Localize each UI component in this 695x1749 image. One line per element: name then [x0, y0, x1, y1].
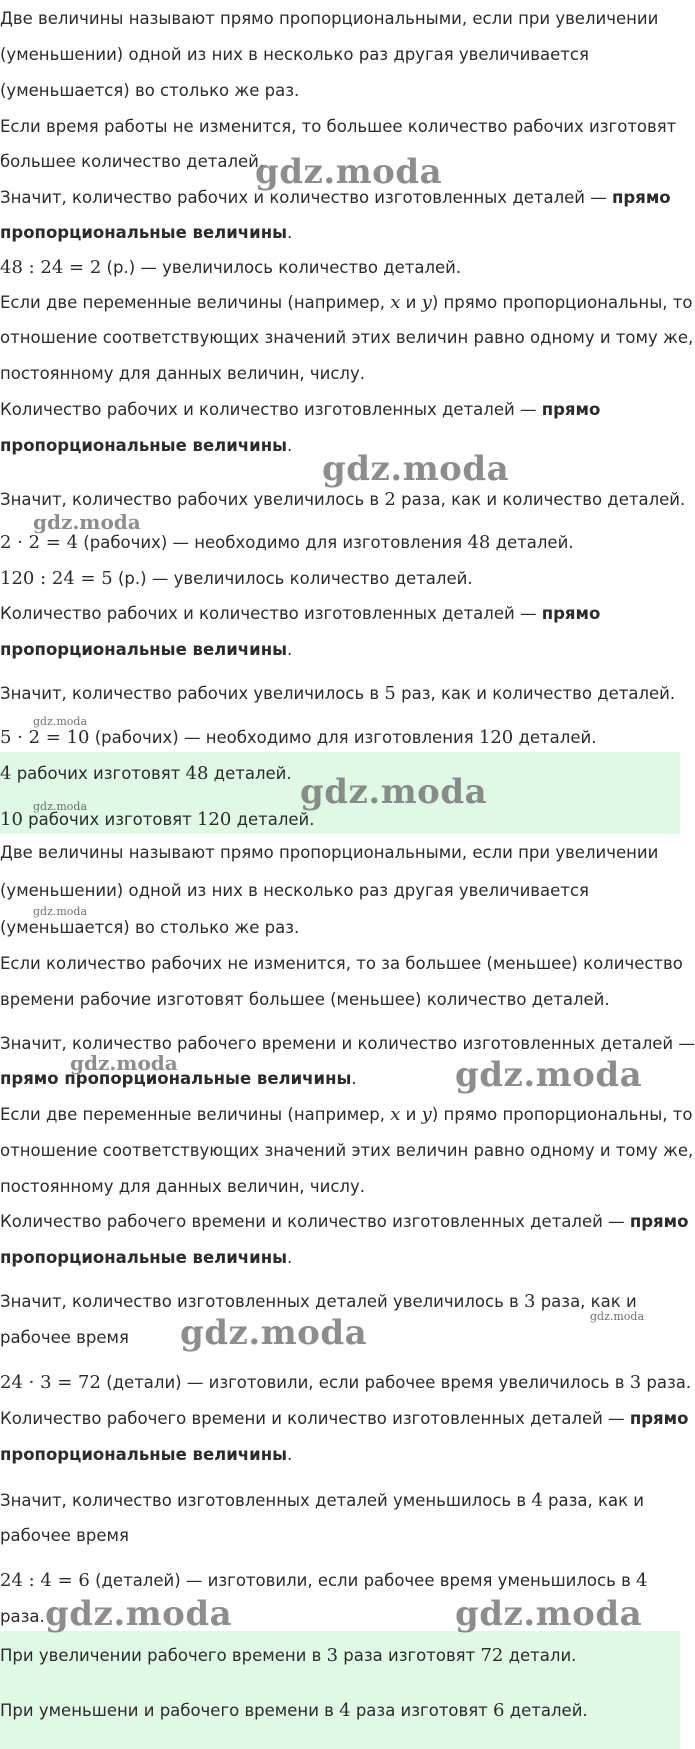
text-line: времени рабочие изготовят большее (меньшее) количество деталей. — [0, 990, 610, 1009]
text-line: постоянному для данных величин, числу. — [0, 364, 365, 383]
text-span: . — [287, 1445, 293, 1464]
math-number: 10 — [0, 809, 23, 830]
text-line — [0, 1490, 644, 1512]
text-line — [0, 1247, 292, 1269]
text-line — [0, 1068, 357, 1090]
text-span: . — [287, 223, 293, 242]
text-line — [0, 639, 292, 661]
text-span: детали. — [503, 1646, 577, 1665]
text-span: Значит, количество рабочих увеличилось в — [0, 684, 385, 703]
text-span: Значит, количество изготовленных деталей увеличилось в — [0, 1292, 525, 1311]
math-number: 6 — [493, 1700, 505, 1721]
math-line — [0, 1570, 648, 1592]
bold-term: прямо — [541, 604, 601, 623]
text-span: . — [287, 436, 293, 455]
text-line — [0, 603, 600, 625]
text-span: . — [287, 640, 293, 659]
math-var: x — [390, 292, 401, 313]
text-line: большее количество деталей. — [0, 152, 265, 171]
text-span: Значит, количество изготовленных деталей уменьшилось в — [0, 1491, 532, 1510]
text-span: (р.) — увеличилось количество деталей. — [101, 258, 462, 277]
text-span: рабочих изготовят — [22, 810, 197, 829]
math-expression: 24 : 4 = 6 — [0, 1570, 90, 1591]
text-line — [0, 1408, 688, 1430]
watermark: gdz.moda — [255, 152, 443, 192]
watermark: gdz.moda — [70, 1051, 178, 1075]
text-span: деталей. — [504, 1701, 588, 1720]
math-number: 4 — [339, 1700, 351, 1721]
text-span: (рабочих) — необходимо для изготовления — [89, 728, 479, 747]
text-line: рабочее время — [0, 1526, 129, 1545]
answer-line — [0, 1645, 576, 1667]
math-number: 4 — [636, 1570, 648, 1591]
text-line: отношение соответствующих значений этих величин равно одному и тому же, — [0, 1141, 694, 1160]
text-line: Две величины называют прямо пропорциональными, если при увеличении — [0, 843, 659, 862]
watermark: gdz.moda — [33, 905, 88, 918]
text-span: Значит, количество рабочих увеличилось в — [0, 490, 385, 509]
math-var: y — [421, 1104, 432, 1125]
text-span: (рабочих) — необходимо для изготовления — [78, 533, 468, 552]
math-line — [0, 1372, 691, 1394]
text-span: ) прямо пропорциональны, то — [431, 1105, 693, 1124]
text-line — [0, 399, 600, 421]
math-expression: 120 : 24 = 5 — [0, 568, 113, 589]
text-line — [0, 683, 675, 705]
text-span: Количество рабочих и количество изготовленных деталей — — [0, 400, 542, 419]
text-span: При уменьшени и рабочего времени в — [0, 1701, 340, 1720]
text-line — [0, 1444, 292, 1466]
bold-term: пропорциональные величины — [0, 436, 288, 455]
bold-term: прямо — [612, 188, 671, 207]
text-span: При увеличении рабочего времени в — [0, 1646, 327, 1665]
math-expression: 5 · 2 = 10 — [0, 727, 90, 748]
math-var: y — [421, 292, 432, 313]
math-number: 5 — [384, 683, 396, 704]
text-line — [0, 222, 292, 244]
bold-term: прямо пропорциональные величины — [0, 1069, 352, 1088]
watermark: gdz.moda — [455, 1055, 643, 1095]
text-span: раза, как и — [535, 1292, 637, 1311]
math-number: 120 — [196, 809, 232, 830]
text-line: рабочее время — [0, 1328, 129, 1347]
text-line: отношение соответствующих значений этих величин равно одному и тому же, — [0, 328, 694, 347]
text-line — [0, 435, 292, 457]
text-span: (деталей) — изготовили, если рабочее время уменьшилось в — [89, 1571, 637, 1590]
text-span: (р.) — увеличилось количество деталей. — [112, 569, 473, 588]
math-number: 3 — [629, 1372, 642, 1393]
text-span: Если две переменные величины (например, — [0, 293, 391, 312]
watermark: gdz.moda — [322, 449, 510, 489]
bold-term: пропорциональные величины — [0, 640, 288, 659]
text-line — [0, 489, 685, 511]
math-line — [0, 257, 461, 279]
text-span: (детали) — изготовили, если рабочее время увеличилось в — [100, 1373, 630, 1392]
text-line: Две величины называют прямо пропорциональными, если при увеличении — [0, 9, 659, 28]
math-expression: 2 · 2 = 4 — [0, 532, 79, 553]
text-span: Значит, количество рабочих и количество изготовленных деталей — — [0, 188, 613, 207]
math-expression: 48 : 24 = 2 — [0, 257, 102, 278]
math-line — [0, 532, 574, 554]
text-span: . — [287, 1248, 293, 1267]
text-span: Количество рабочих и количество изготовленных деталей — — [0, 604, 542, 623]
math-number: 4 — [531, 1490, 543, 1511]
math-number: 4 — [0, 763, 12, 784]
text-line: Если количество рабочих не изменится, то за большее (меньшее) количество — [0, 954, 683, 973]
text-span: раза. — [641, 1373, 692, 1392]
math-number: 48 — [467, 532, 491, 553]
watermark: gdz.moda — [33, 510, 141, 534]
text-line: Если время работы не изменится, то большее количество рабочих изготовят — [0, 117, 677, 136]
bold-term: прямо — [541, 400, 601, 419]
text-span: деталей. — [231, 810, 315, 829]
text-span: Количество рабочего времени и количество изготовленных деталей — — [0, 1212, 630, 1231]
answer-line — [0, 763, 292, 785]
text-span: рабочих изготовят — [11, 764, 186, 783]
text-line — [0, 292, 692, 314]
text-line — [0, 1291, 637, 1313]
bold-term: пропорциональные величины — [0, 223, 288, 242]
text-span: раз, как и количество деталей. — [395, 684, 676, 703]
math-var: x — [390, 1104, 401, 1125]
watermark: gdz.moda — [45, 1594, 233, 1634]
text-span: ) прямо пропорциональны, то — [431, 293, 693, 312]
text-span: деталей. — [490, 533, 574, 552]
text-span: раза изготовят — [350, 1701, 494, 1720]
text-span: раза, как и количество деталей. — [395, 490, 686, 509]
text-span: деталей. — [208, 764, 292, 783]
bold-term: прямо — [629, 1212, 689, 1231]
text-span: и — [400, 1105, 422, 1124]
math-number: 3 — [524, 1291, 536, 1312]
math-number: 120 — [478, 727, 514, 748]
text-span: деталей. — [513, 728, 597, 747]
watermark: gdz.moda — [33, 715, 88, 728]
bold-term: пропорциональные величины — [0, 1445, 288, 1464]
text-line: Значит, количество рабочего времени и количество изготовленных деталей — — [0, 1034, 695, 1053]
watermark: gdz.moda — [455, 1594, 643, 1634]
text-line — [0, 1211, 688, 1233]
text-line: (уменьшении) одной из них в несколько раз другая увеличивается — [0, 45, 589, 64]
text-line: (уменьшении) одной из них в несколько раз другая увеличивается — [0, 881, 589, 900]
math-number: 2 — [384, 489, 396, 510]
math-number: 72 — [480, 1645, 504, 1666]
text-line: (уменьшается) во столько же раз. — [0, 918, 300, 937]
math-expression: 24 · 3 = 72 — [0, 1372, 101, 1393]
math-line — [0, 727, 596, 749]
text-line — [0, 1104, 692, 1126]
text-span: Количество рабочего времени и количество изготовленных деталей — — [0, 1409, 630, 1428]
watermark: gdz.moda — [33, 800, 88, 813]
bold-term: пропорциональные величины — [0, 1248, 288, 1267]
text-span: . — [351, 1069, 357, 1088]
text-span: Если две переменные величины (например, — [0, 1105, 391, 1124]
text-line: (уменьшается) во столько же раз. — [0, 81, 300, 100]
bold-term: прямо — [629, 1409, 689, 1428]
answer-line — [0, 1700, 588, 1722]
text-span: и — [400, 293, 422, 312]
text-span: раза изготовят — [338, 1646, 481, 1665]
text-line: раза. — [0, 1607, 45, 1626]
watermark: gdz.moda — [300, 772, 488, 812]
math-number: 3 — [326, 1645, 339, 1666]
watermark: gdz.moda — [180, 1313, 368, 1353]
text-line: постоянному для данных величин, числу. — [0, 1177, 365, 1196]
text-span: раза, как и — [542, 1491, 644, 1510]
math-number: 48 — [185, 763, 209, 784]
math-line — [0, 568, 473, 590]
watermark: gdz.moda — [590, 1310, 645, 1323]
